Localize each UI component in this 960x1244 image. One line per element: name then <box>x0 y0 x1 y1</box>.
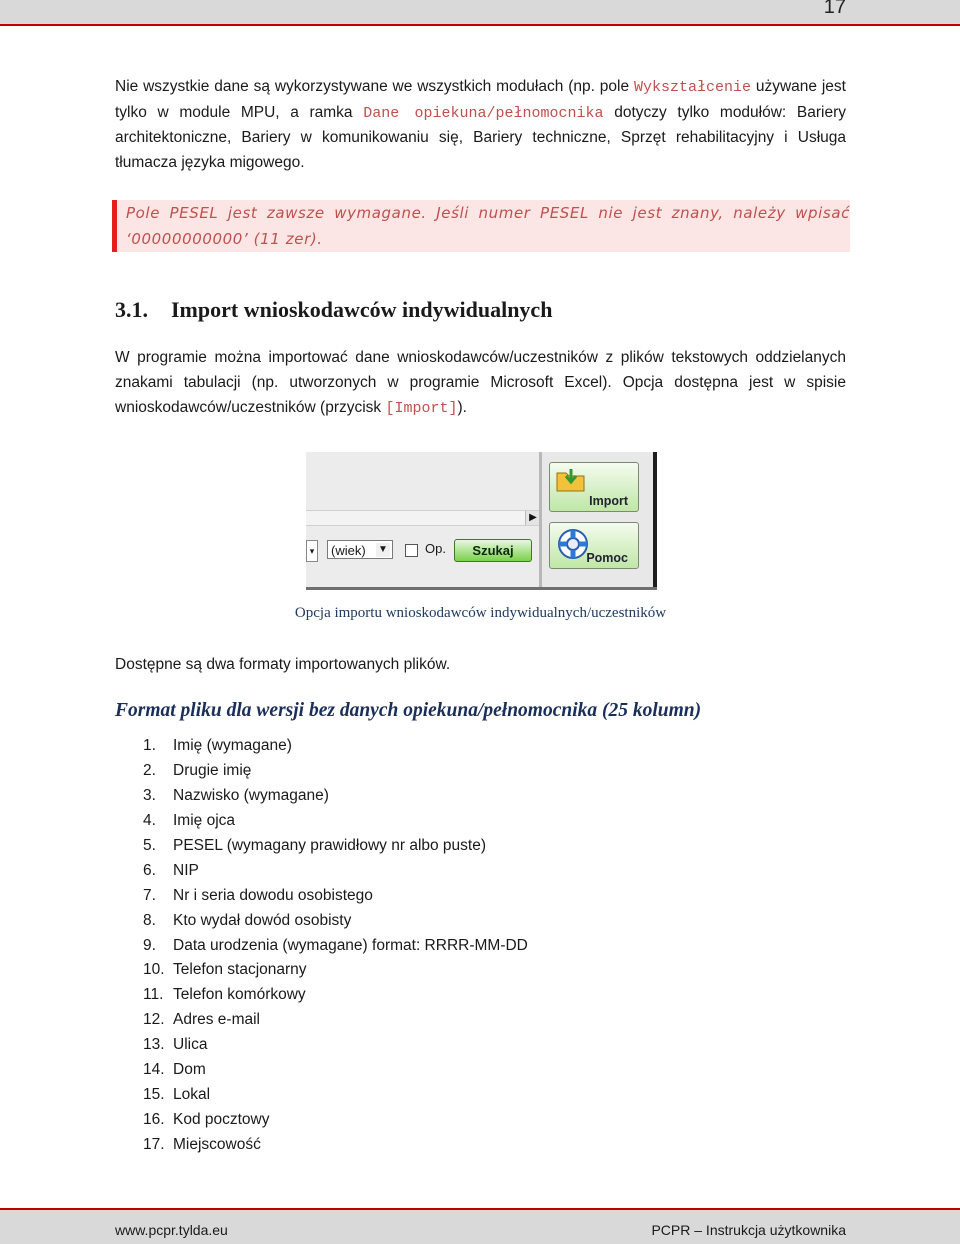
list-item <box>143 884 528 909</box>
list-item-number: 1. <box>143 737 156 754</box>
window-bottom-edge <box>306 587 657 590</box>
list-item-label: Data urodzenia (wymagane) format: RRRR-MM-DD <box>173 936 528 954</box>
horizontal-scrollbar[interactable] <box>306 510 539 526</box>
pesel-note <box>112 200 850 252</box>
list-item-label: Kod pocztowy <box>173 1111 270 1129</box>
list-item-label: Telefon stacjonarny <box>173 961 307 979</box>
list-item-number: 17. <box>143 1136 165 1153</box>
help-button-label: Pomoc <box>586 551 628 565</box>
list-item-number: 7. <box>143 886 156 904</box>
list-item-label: Imię ojca <box>173 811 236 829</box>
list-item <box>143 1008 528 1033</box>
import-button-reference: [Import] <box>385 400 458 417</box>
lifebuoy-help-icon <box>556 527 590 561</box>
list-item <box>143 759 528 784</box>
help-button[interactable] <box>549 522 639 569</box>
list-item-number: 10. <box>143 961 165 979</box>
window-edge <box>653 452 657 590</box>
list-item <box>143 809 528 834</box>
frame-name-guardian: Dane opiekuna/pełnomocnika <box>363 104 604 122</box>
section-number: 3.1. <box>115 297 148 322</box>
list-item <box>143 934 528 959</box>
search-button[interactable]: Szukaj <box>454 539 532 562</box>
list-item <box>143 983 528 1008</box>
list-item-label: Lokal <box>173 1086 211 1104</box>
folder-import-icon <box>556 467 586 493</box>
list-item-label: Ulica <box>173 1036 208 1054</box>
list-item-number: 15. <box>143 1086 165 1104</box>
format-heading: Format pliku dla wersji bez danych opiekuna/pełnomocnika (25 kolumn) <box>115 700 702 721</box>
intro-paragraph <box>115 75 846 176</box>
import-button[interactable] <box>549 462 639 512</box>
list-item <box>143 734 528 759</box>
list-item <box>143 1083 528 1108</box>
field-name-education: Wykształcenie <box>633 79 751 96</box>
list-item-label: Kto wydał dowód osobisty <box>173 911 352 929</box>
list-item-label: Miejscowość <box>173 1136 261 1153</box>
list-item-number: 13. <box>143 1036 165 1054</box>
section-title: Import wnioskodawców indywidualnych <box>171 297 553 322</box>
list-item-number: 14. <box>143 1061 165 1079</box>
page-header <box>0 0 960 26</box>
list-item-label: Telefon komórkowy <box>173 986 306 1004</box>
pesel-note-text: Pole PESEL jest zawsze wymagane. Jeśli numer PESEL nie jest znany, należy wpisać ‘00000000000’ (11 zer). <box>126 204 850 248</box>
list-item-label: Adres e-mail <box>173 1011 260 1029</box>
list-item <box>143 1033 528 1058</box>
list-item-number: 2. <box>143 761 156 779</box>
list-item <box>143 958 528 983</box>
list-item-number: 6. <box>143 861 156 879</box>
list-item-label: PESEL (wymagany prawidłowy nr albo puste) <box>173 836 487 854</box>
import-button-label: Import <box>589 494 628 508</box>
op-checkbox-label: Op. <box>425 541 446 556</box>
scroll-right-arrow-icon[interactable]: ▶ <box>525 511 540 525</box>
list-item-label: Dom <box>173 1061 206 1079</box>
list-item-label: Nazwisko (wymagane) <box>173 786 329 804</box>
intro-text-1: Nie wszystkie dane są wykorzystywane we wszystkich modułach (np. pole <box>115 78 634 95</box>
op-checkbox[interactable] <box>405 544 418 557</box>
list-item <box>143 1133 528 1158</box>
column-list <box>143 734 528 1158</box>
list-item-number: 4. <box>143 811 156 829</box>
intro-text-2: używane jest tylko w module MPU, a ramka <box>115 78 846 121</box>
chevron-down-icon: ▼ <box>376 543 390 557</box>
intro-text-3: dotyczy tylko modułów: Bariery architektoniczne, Bariery w komunikowaniu się, Bariery techniczne, Sprzęt rehabilitacyjny i Usługa tłumacza języka migowego. <box>115 103 846 172</box>
list-item-label: Nr i seria dowodu osobistego <box>173 886 373 904</box>
list-item-number: 12. <box>143 1011 165 1029</box>
list-item-number: 3. <box>143 786 156 804</box>
list-item <box>143 784 528 809</box>
list-item <box>143 859 528 884</box>
list-item-number: 16. <box>143 1111 165 1129</box>
section-text-1: W programie można importować dane wnioskodawców/uczestników z plików tekstowych oddzielanych znakami tabulacji (np. utworzonych w programie Microsoft Excel). Opcja dostępna jest w spisie wnioskodawców/uczestników (przycisk <box>115 349 846 416</box>
list-item <box>143 1108 528 1133</box>
list-item <box>143 834 528 859</box>
footer-document-title: PCPR – Instrukcja użytkownika <box>651 1222 846 1238</box>
section-paragraph <box>115 345 846 421</box>
list-item-label: Imię (wymagane) <box>173 737 292 754</box>
section-heading <box>115 297 846 323</box>
list-item-number: 5. <box>143 836 156 854</box>
list-item-label: Drugie imię <box>173 761 252 779</box>
list-item-label: NIP <box>173 861 199 879</box>
figure-caption: Opcja importu wnioskodawców indywidualnych/uczestników <box>294 605 667 621</box>
footer-website-link[interactable]: www.pcpr.tylda.eu <box>115 1222 228 1238</box>
section-text-2: ). <box>457 399 467 416</box>
list-item-number: 9. <box>143 936 156 954</box>
formats-paragraph: Dostępne są dwa formaty importowanych plików. <box>115 656 451 673</box>
import-screenshot <box>306 452 657 590</box>
list-item <box>143 909 528 934</box>
dropdown-arrow-icon[interactable]: ▾ <box>306 540 318 562</box>
sort-select[interactable] <box>327 540 393 559</box>
page-number: 17 <box>823 0 846 18</box>
list-item-number: 8. <box>143 911 156 929</box>
sort-select-value: (wiek) <box>331 543 366 558</box>
list-item-number: 11. <box>143 986 164 1004</box>
list-item <box>143 1058 528 1083</box>
